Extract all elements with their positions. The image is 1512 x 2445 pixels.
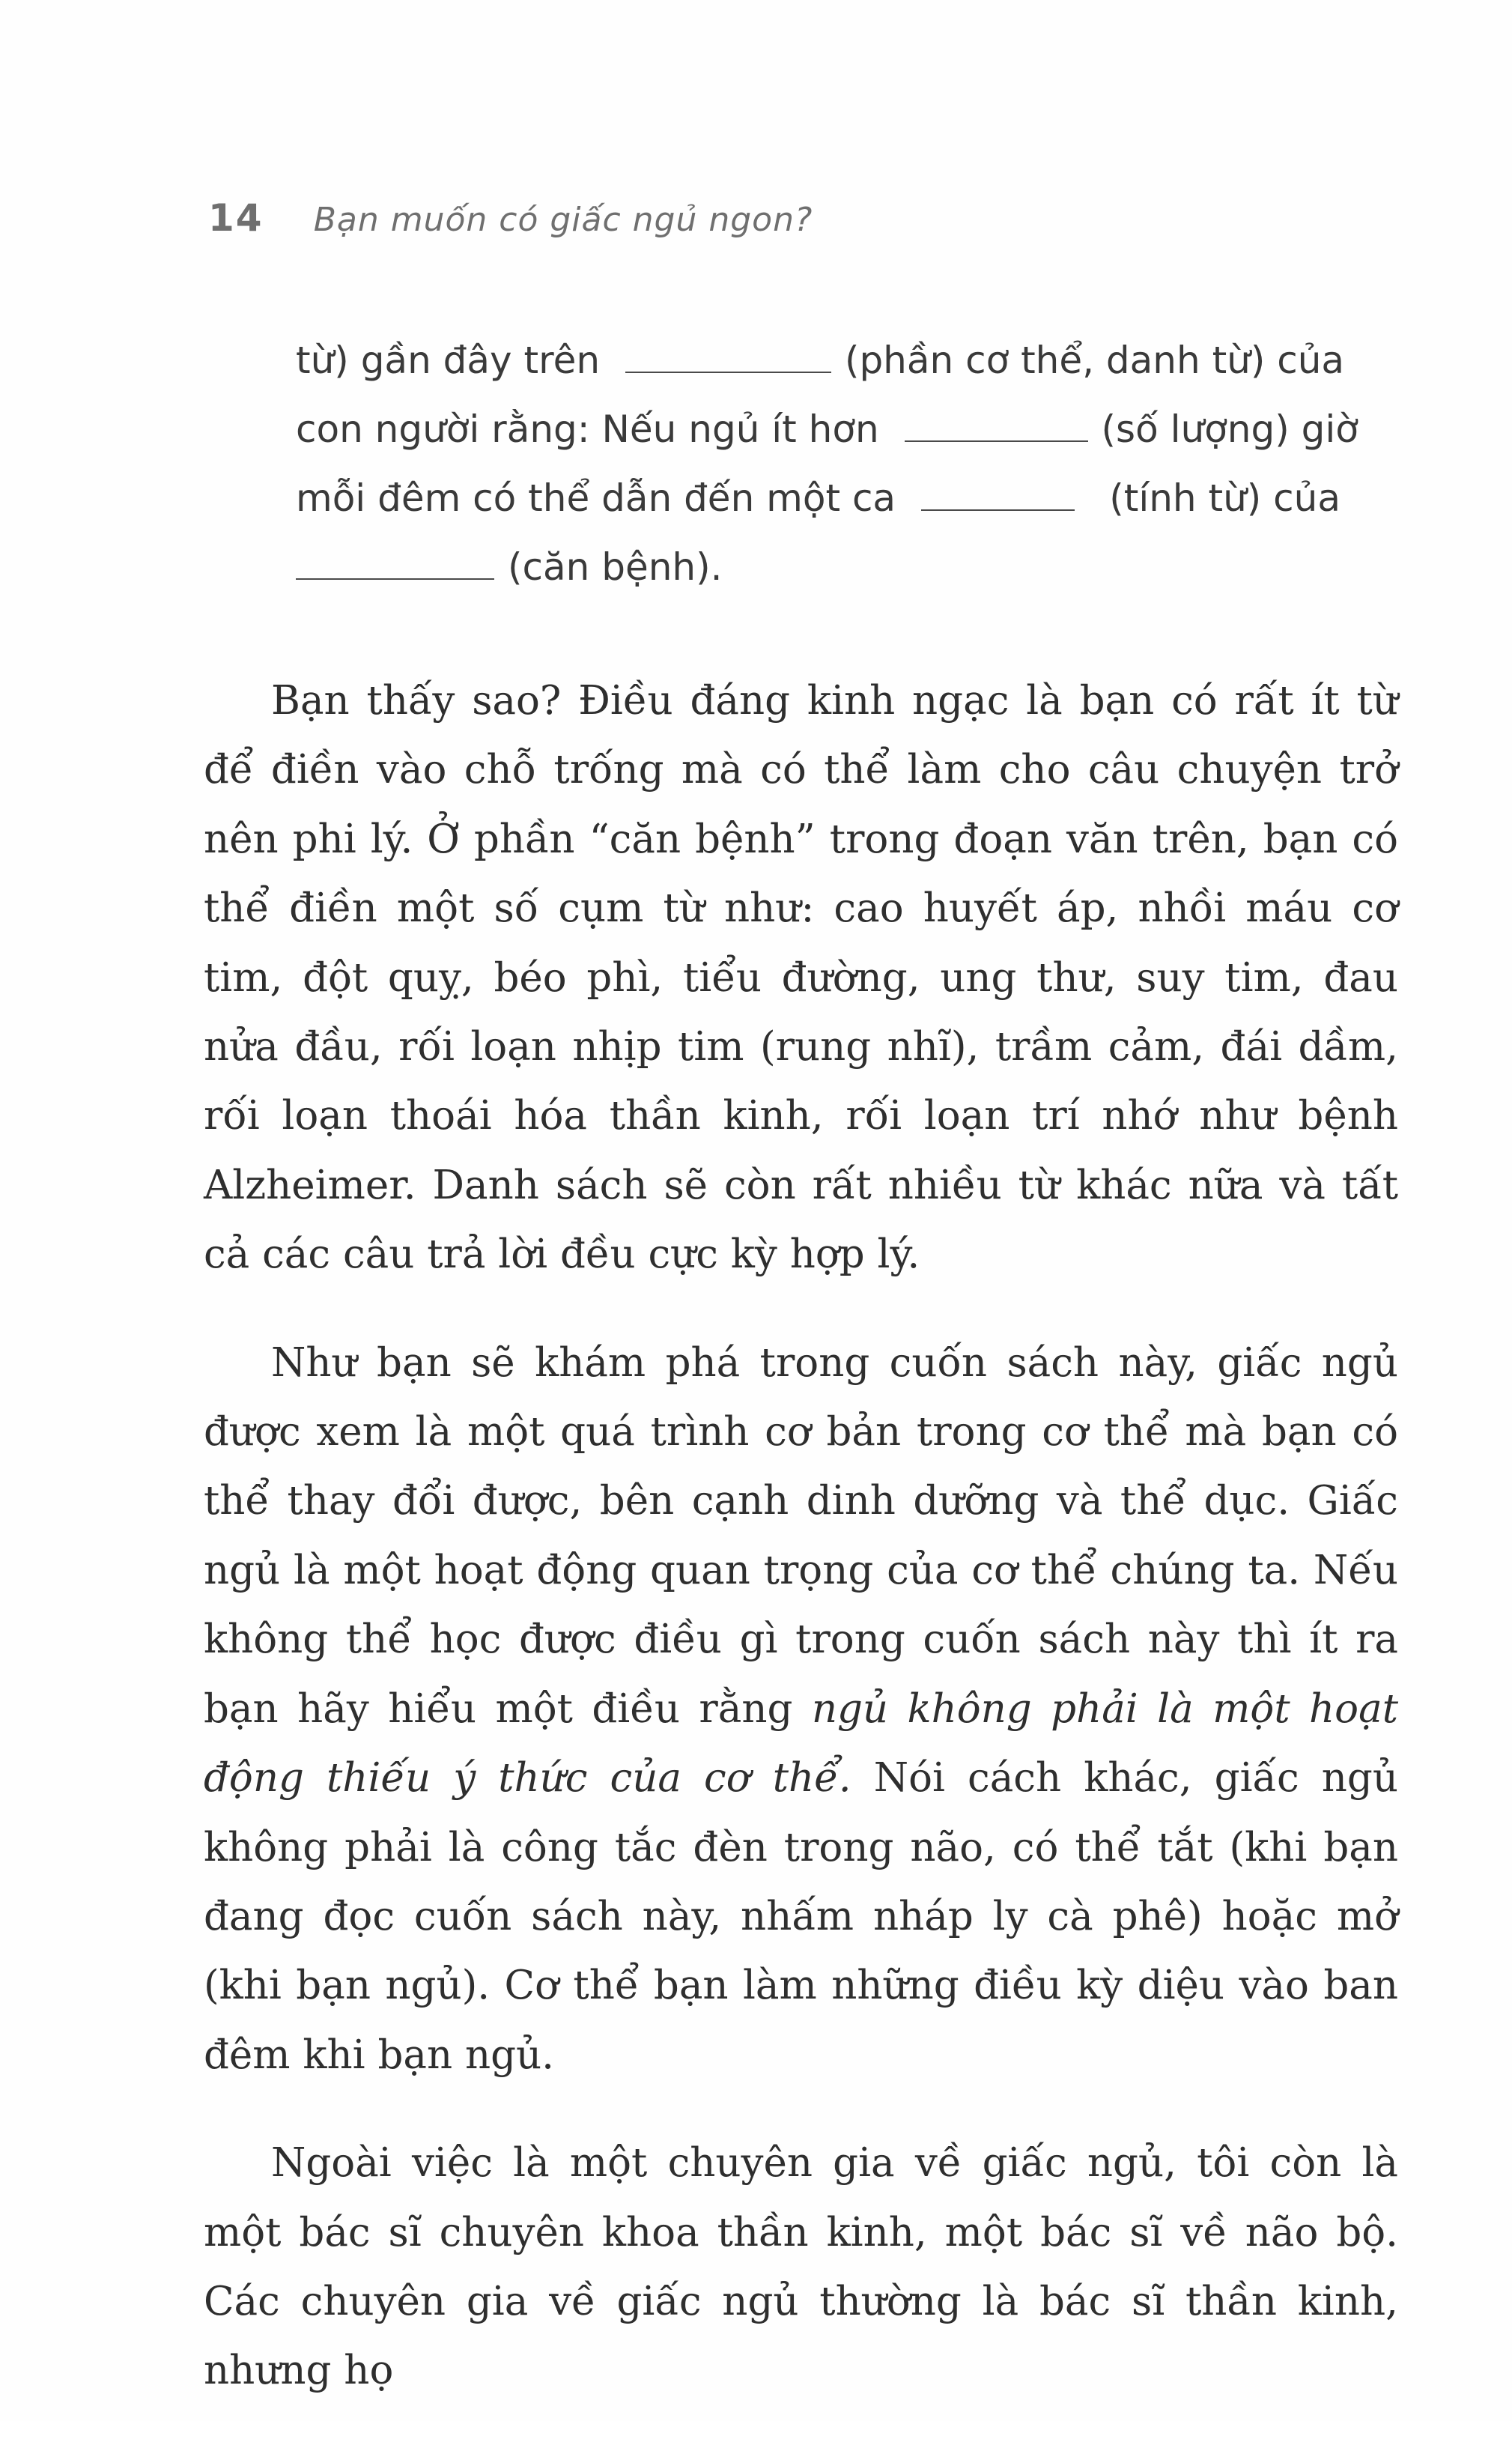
paragraph-3: Ngoài việc là một chuyên gia về giấc ngủ, tôi còn là một bác sĩ chuyên khoa thần kinh, một bác sĩ về não bộ. Các chuyên gia về giấc ngủ thường là bác sĩ thần kinh, nhưng họ bbox=[204, 2140, 1398, 2394]
fill-blank bbox=[905, 440, 1088, 442]
exercise-line-3 bbox=[296, 476, 1341, 545]
exercise-text: con người rằng: Nếu ngủ ít hơn bbox=[296, 408, 879, 451]
body-text bbox=[204, 667, 1398, 2445]
paragraph-1: Bạn thấy sao? Điều đáng kinh ngạc là bạn có rất ít từ để điền vào chỗ trống mà có thể làm cho câu chuyện trở nên phi lý. Ở phần “căn bệnh” trong đoạn văn trên, bạn có thể điền một số cụm từ như: cao huyết áp, nhồi máu cơ tim, đột quỵ, béo phì, tiểu đường, ung thư, suy tim, đau nửa đầu, rối loạn nhịp tim (rung nhĩ), trầm cảm, đái dầm, rối loạn thoái hóa thần kinh, rối loạn trí nhớ như bệnh Alzheimer. Danh sách sẽ còn rất nhiều từ khác nữa và tất cả các câu trả lời đều cực kỳ hợp lý. bbox=[204, 678, 1398, 1278]
exercise-hint: (căn bệnh). bbox=[508, 545, 723, 589]
paragraph-2-emphasis: ngủ không phải là một hoạt động thiếu ý thức của cơ thể. bbox=[204, 1685, 1398, 1802]
paragraph-2 bbox=[204, 1329, 1398, 2090]
fill-blank bbox=[921, 509, 1075, 511]
page-number: 14 bbox=[208, 196, 264, 240]
exercise-text: từ) gần đây trên bbox=[296, 339, 601, 382]
exercise-hint: (tính từ) của bbox=[1109, 476, 1341, 520]
exercise-line-4 bbox=[296, 545, 1341, 614]
paragraph-2-text: Như bạn sẽ khám phá trong cuốn sách này, giấc ngủ được xem là một quá trình cơ bản trong cơ thể mà bạn có thể thay đổi được, bên cạnh dinh dưỡng và thể dục. Giấc ngủ là một hoạt động quan trọng của cơ thể chúng ta. Nếu không thể học được điều gì trong cuốn sách này thì ít ra bạn hãy hiểu một điều rằng bbox=[204, 1339, 1398, 1732]
fill-blank bbox=[296, 578, 494, 580]
fill-in-the-blank-exercise bbox=[296, 339, 1358, 614]
running-header bbox=[208, 196, 813, 240]
fill-blank bbox=[625, 372, 831, 373]
exercise-line-2 bbox=[296, 408, 1358, 476]
exercise-hint: (phần cơ thể, danh từ) của bbox=[844, 339, 1345, 382]
exercise-text: mỗi đêm có thể dẫn đến một ca bbox=[296, 476, 896, 520]
exercise-hint: (số lượng) giờ bbox=[1101, 408, 1358, 451]
exercise-line-1 bbox=[296, 339, 1345, 408]
running-title: Bạn muốn có giấc ngủ ngon? bbox=[313, 201, 813, 239]
paragraph-2-text-cont: Nói cách khác, giấc ngủ không phải là công tắc đèn trong não, có thể tắt (khi bạn đang đọc cuốn sách này, nhấm nháp ly cà phê) hoặc mở (khi bạn ngủ). Cơ thể bạn làm những điều kỳ diệu vào ban đêm khi bạn ngủ. bbox=[204, 1755, 1398, 2078]
